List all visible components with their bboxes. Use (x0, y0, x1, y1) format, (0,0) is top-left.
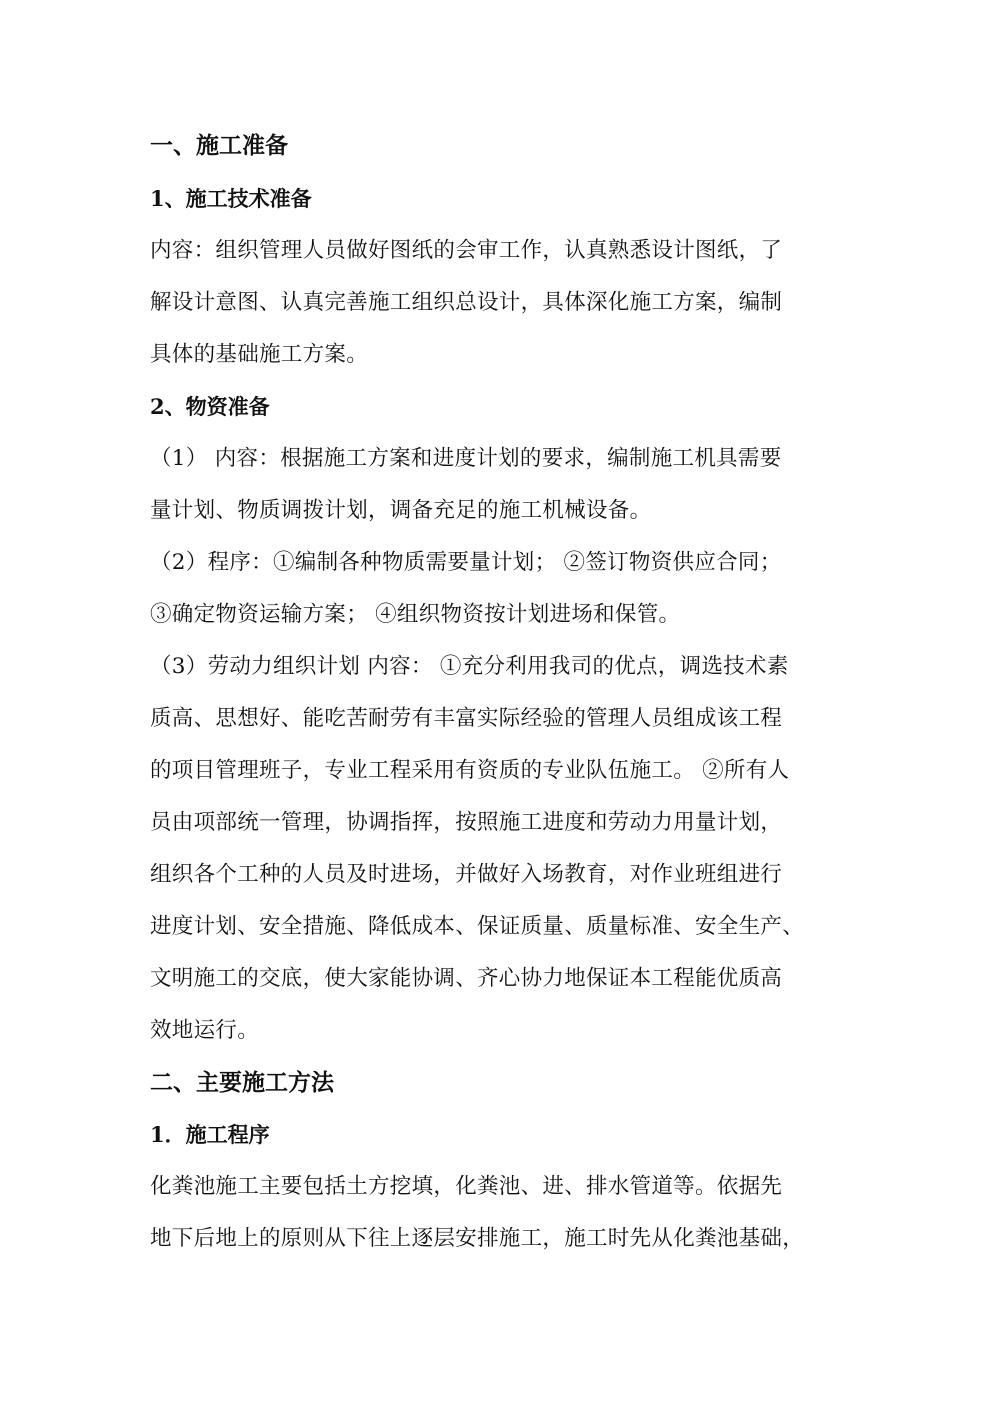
subsection-heading-1-2: 2、物资准备 (150, 394, 270, 419)
paragraph-line: 进度计划、安全措施、降低成本、保证质量、质量标准、安全生产、 (150, 914, 805, 939)
subsection-heading-1-1: 1、施工技术准备 (150, 186, 312, 211)
paragraph-line: 地下后地上的原则从下往上逐层安排施工，施工时先从化粪池基础， (150, 1226, 805, 1251)
paragraph-line: 量计划、物质调拨计划，调备充足的施工机械设备。 (150, 498, 652, 523)
section-heading-2: 二、主要施工方法 (150, 1069, 334, 1096)
paragraph-line: 的项目管理班子，专业工程采用有资质的专业队伍施工。 ②所有人 (150, 758, 790, 783)
paragraph-line: （1） 内容：根据施工方案和进度计划的要求，编制施工机具需要 (150, 446, 782, 471)
paragraph-line: 化粪池施工主要包括土方挖填，化粪池、进、排水管道等。依据先 (150, 1174, 783, 1199)
paragraph-line: 解设计意图、认真完善施工组织总设计，具体深化施工方案，编制 (150, 290, 783, 315)
paragraph-line: （2）程序：①编制各种物质需要量计划； ②签订物资供应合同； (150, 550, 782, 575)
paragraph-line: 文明施工的交底，使大家能协调、齐心协力地保证本工程能优质高 (150, 966, 783, 991)
paragraph-line: 员由项部统一管理，协调指挥，按照施工进度和劳动力用量计划， (150, 810, 783, 835)
paragraph-line: 效地运行。 (150, 1018, 260, 1043)
paragraph-line: 质高、思想好、能吃苦耐劳有丰富实际经验的管理人员组成该工程 (150, 706, 783, 731)
paragraph-line: ③确定物资运输方案； ④组织物资按计划进场和保管。 (150, 602, 681, 627)
paragraph-line: 具体的基础施工方案。 (150, 342, 369, 367)
paragraph-line: 组织各个工种的人员及时进场，并做好入场教育，对作业班组进行 (150, 862, 783, 887)
section-heading-1: 一、施工准备 (150, 132, 288, 159)
paragraph-line: （3）劳动力组织计划 内容： ①充分利用我司的优点，调选技术素 (150, 654, 789, 679)
paragraph-line: 内容：组织管理人员做好图纸的会审工作，认真熟悉设计图纸，了 (150, 238, 783, 263)
subsection-heading-2-1: 1．施工程序 (150, 1122, 270, 1147)
